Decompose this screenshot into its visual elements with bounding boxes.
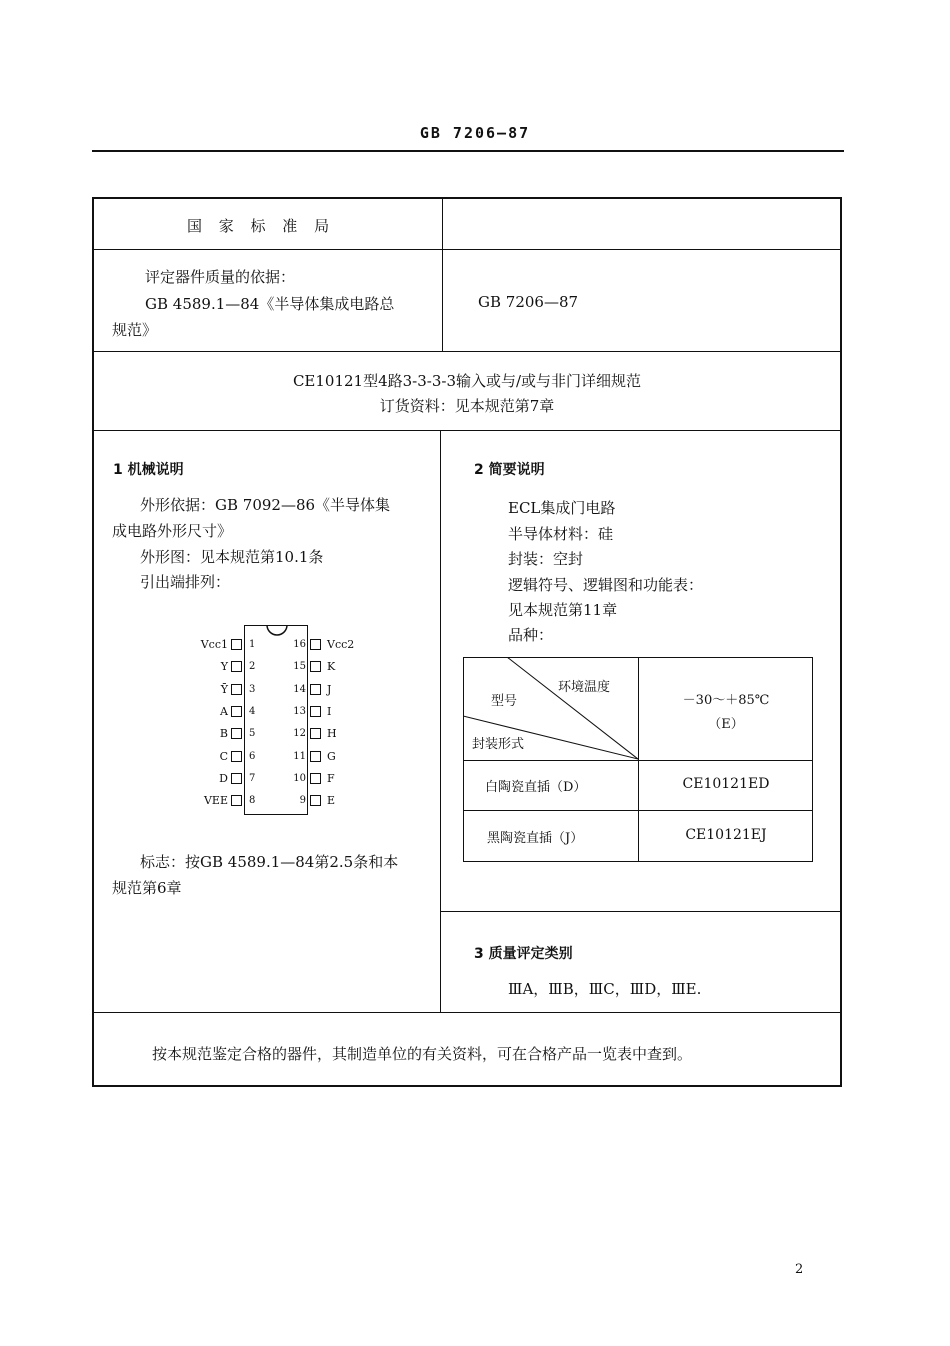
header-model: 型号 [491,694,518,709]
brief-line-1: ECL集成门电路 [508,499,616,517]
header-package: 封装形式 [472,737,525,752]
pin-number-right: 10 [293,772,306,784]
section2-heading: 2 简要说明 [474,462,545,478]
pin-pad-left [231,706,242,717]
assessment-categories: ⅢA，ⅢB，ⅢC，ⅢD，ⅢE. [508,980,702,998]
row-line-3 [93,430,841,431]
basis-line-1: GB 4589.1—84《半导体集成电路总 [145,295,395,313]
pin-pad-right [310,684,321,695]
package-white-ceramic: 白陶瓷直插（D） [485,780,587,795]
pin-number-left: 1 [249,639,256,650]
pin-number-right: 15 [293,661,306,673]
pin-pad-right [310,728,321,739]
section3-line [440,911,841,912]
pin-label-left: D [219,771,228,785]
header-rule [92,150,844,152]
pin-pad-right [310,751,321,762]
outline-basis-line-2: 成电路外形尺寸》 [112,522,233,540]
pin-label-right: J [327,682,332,696]
pin-pad-right [310,661,321,672]
pin-number-right: 11 [293,750,306,762]
variety-table-row-2 [463,810,813,811]
temp-range: －30～＋85℃ [682,693,770,708]
model-ej: CE10121EJ [685,827,767,843]
temp-code: （E） [708,717,744,732]
marking-line-1: 标志：按GB 4589.1—84第2.5条和本 [140,853,399,871]
pin-arrangement-label: 引出端排列： [140,573,231,591]
brief-line-2: 半导体材料：硅 [508,525,614,543]
order-info: 订货资料：见本规范第7章 [379,397,555,415]
pin-pad-left [231,795,242,806]
pin-pad-right [310,706,321,717]
authority-label: 国 家 标 准 局 [187,217,336,235]
pin-number-left: 6 [249,750,256,762]
pin-label-right: G [327,749,336,763]
pin-number-right: 14 [293,683,306,695]
chip-outline [244,625,308,815]
qualified-products-note: 按本规范鉴定合格的器件，其制造单位的有关资料，可在合格产品一览表中查到。 [152,1045,693,1063]
pin-number-left: 7 [249,772,256,784]
row-line-2 [93,351,841,352]
pin-number-left: 5 [249,728,256,740]
outline-drawing: 外形图：见本规范第10.1条 [140,548,324,566]
pin-number-right: 13 [293,705,306,717]
pin-pad-left [231,684,242,695]
brief-line-6: 品种： [508,626,554,644]
pin-number-right: 9 [299,795,306,807]
model-ed: CE10121ED [682,776,770,792]
pin-label-right: Vcc2 [327,638,355,651]
pin-number-right: 16 [293,639,306,650]
row-line-1 [93,249,841,250]
chip-notch [266,624,288,636]
pin-pad-left [231,639,242,650]
package-black-ceramic: 黑陶瓷直插（J） [487,831,584,846]
pin-pad-right [310,639,321,650]
pin-label-left: Y [220,660,228,674]
pin-label-left: Vcc1 [200,638,228,651]
marking-line-2: 规范第6章 [112,879,182,897]
pin-label-left: Ȳ [220,682,228,696]
pin-pad-left [231,661,242,672]
pin-pad-left [231,751,242,762]
basis-line-2: 规范》 [112,321,158,339]
pin-number-left: 3 [249,683,256,695]
pin-label-left: A [220,704,228,718]
middle-divider [440,430,441,1012]
pin-number-left: 8 [249,795,256,807]
pin-label-left: B [219,727,228,741]
pin-label-right: F [327,771,335,785]
pin-number-left: 2 [249,661,256,673]
brief-line-4: 逻辑符号、逻辑图和功能表： [508,576,704,594]
brief-line-3: 封装：空封 [508,550,584,568]
row-line-4 [93,1012,841,1013]
pin-pad-left [231,728,242,739]
pin-label-right: H [327,727,337,741]
pin-number-right: 12 [293,728,306,740]
section1-heading: 1 机械说明 [113,462,184,478]
pin-label-right: I [327,704,332,718]
pin-label-right: E [327,794,336,808]
pin-pad-left [231,773,242,784]
standard-number-header: GB 7206—87 [419,124,531,142]
pin-label-left: VEE [203,794,228,808]
section3-heading: 3 质量评定类别 [474,946,573,962]
top-divider [442,198,443,351]
outline-basis-line-1: 外形依据：GB 7092—86《半导体集 [140,496,391,514]
header-ambient-temp: 环境温度 [558,680,611,695]
pin-label-left: C [219,749,228,763]
pin-pad-right [310,795,321,806]
pin-label-right: K [327,660,336,674]
pin-pad-right [310,773,321,784]
pin-number-left: 4 [249,705,256,717]
spec-number: GB 7206—87 [478,293,579,311]
basis-label: 评定器件质量的依据： [145,268,296,286]
page-number: 2 [795,1262,804,1277]
spec-title: CE10121型4路3-3-3-3输入或与/或与非门详细规范 [292,372,642,390]
brief-line-5: 见本规范第11章 [508,601,618,619]
